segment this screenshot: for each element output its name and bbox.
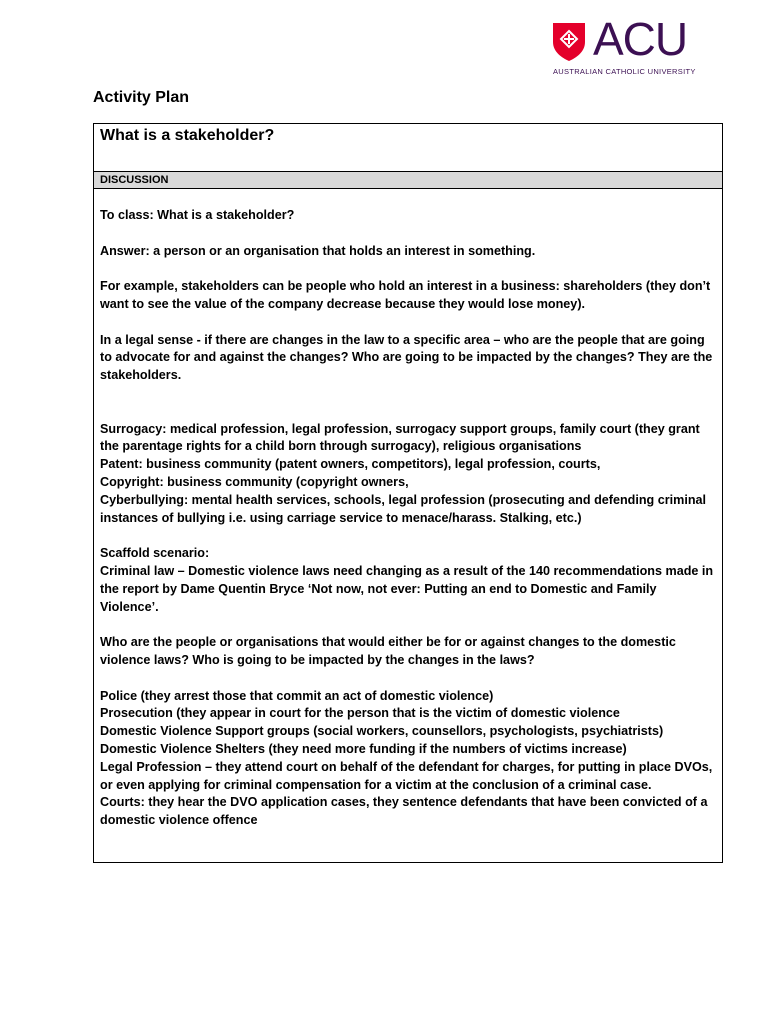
paragraph-legal-sense: In a legal sense - if there are changes in the law to a specific area – who are the people that are going to advocate for and against the changes? Who are going to be impacted by the changes? They are the stakeholders. xyxy=(100,332,713,383)
stakeholder-shelters: Domestic Violence Shelters (they need more funding if the numbers of victims increase) xyxy=(100,741,627,756)
box-title: What is a stakeholder? xyxy=(94,124,722,172)
paragraph-question: To class: What is a stakeholder? xyxy=(100,208,295,222)
paragraph-answer: Answer: a person or an organisation that holds an interest in something. xyxy=(100,243,536,258)
scaffold-block xyxy=(100,545,716,616)
section-header: DISCUSSION xyxy=(94,172,722,189)
stakeholder-prosecution: Prosecution (they appear in court for the person that is the victim of domestic violence xyxy=(100,706,620,721)
stakeholder-support-groups: Domestic Violence Support groups (social workers, counsellors, psychologists, psychiatrists) xyxy=(100,724,664,739)
example-surrogacy: Surrogacy: medical profession, legal profession, surrogacy support groups, family court (they grant the parentage rights for a child born through surrogacy), religious organisations xyxy=(100,421,700,454)
scaffold-text: Criminal law – Domestic violence laws need changing as a result of the 140 recommendations made in the report by Dame Quentin Bryce ‘Not now, not ever: Putting an end to Domestic and Family Violence’. xyxy=(100,563,714,614)
example-cyberbullying: Cyberbullying: mental health services, schools, legal profession (prosecuting and defending criminal instances of bullying i.e. using carriage service to menace/harass. Stalking, etc.) xyxy=(100,492,707,525)
acu-logo xyxy=(552,13,728,80)
scaffold-label: Scaffold scenario: xyxy=(100,546,210,561)
stakeholder-legal-profession: Legal Profession – they attend court on behalf of the defendant for charges, for putting in place DVOs, or even applying for criminal compensation for a victim at the conclusion of a criminal case. xyxy=(100,759,713,792)
example-copyright: Copyright: business community (copyright owners, xyxy=(100,474,409,489)
paragraph-who: Who are the people or organisations that would either be for or against changes to the domestic violence laws? Who is going to be impacted by the changes in the laws? xyxy=(100,635,676,667)
stakeholder-police: Police (they arrest those that commit an act of domestic violence) xyxy=(100,688,494,703)
logo-subtitle: AUSTRALIAN CATHOLIC UNIVERSITY xyxy=(553,67,696,76)
logo-wordmark: ACU xyxy=(593,13,688,65)
activity-plan-box xyxy=(93,123,723,863)
stakeholders-block xyxy=(100,688,716,830)
stakeholder-courts: Courts: they hear the DVO application cases, they sentence defendants that have been convicted of a domestic violence offence xyxy=(100,795,708,828)
paragraph-example: For example, stakeholders can be people who hold an interest in a business: shareholders (they don’t want to see the value of the company decrease because they would lose money). xyxy=(100,279,711,311)
shield-icon xyxy=(552,22,586,62)
page-title: Activity Plan xyxy=(93,89,190,106)
discussion-content xyxy=(94,189,722,830)
examples-block xyxy=(100,421,716,528)
example-patent: Patent: business community (patent owners, competitors), legal profession, courts, xyxy=(100,457,601,472)
